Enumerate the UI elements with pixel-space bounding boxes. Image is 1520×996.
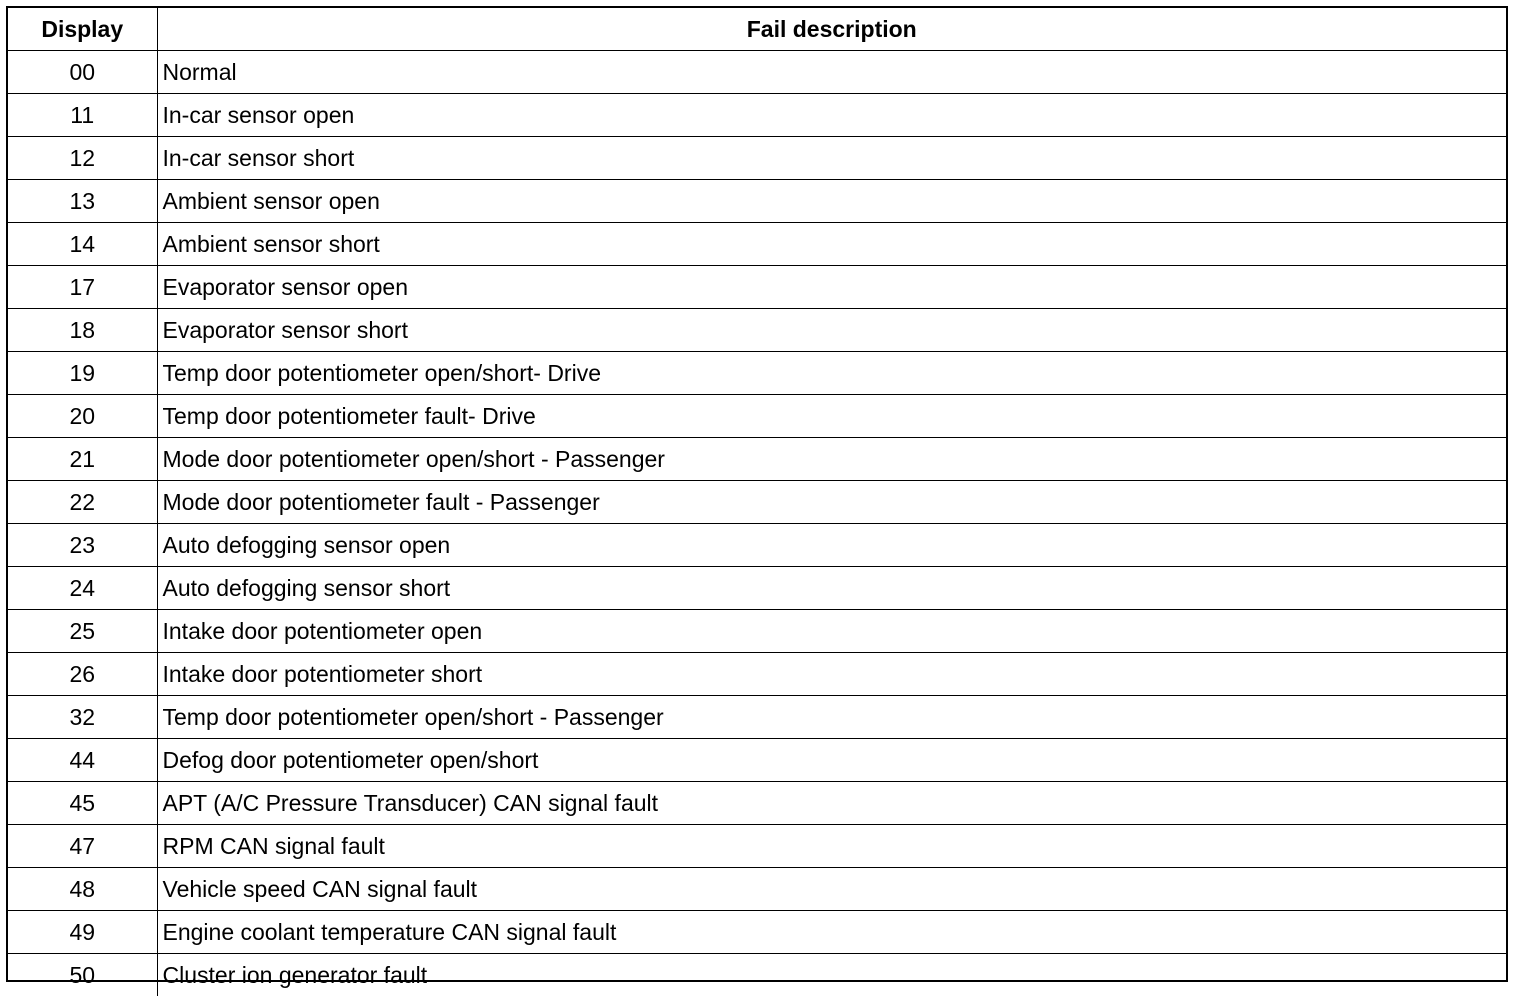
fail-description-cell: Ambient sensor open [157,180,1506,223]
table-row [8,911,1506,954]
table-row [8,610,1506,653]
fail-description-cell: Temp door potentiometer open/short - Passenger [157,696,1506,739]
fail-description-cell: Auto defogging sensor open [157,524,1506,567]
display-code-cell: 45 [8,782,157,825]
display-code-cell: 00 [8,51,157,94]
table-row [8,180,1506,223]
fail-description-cell: Evaporator sensor open [157,266,1506,309]
table-row [8,438,1506,481]
display-code-cell: 44 [8,739,157,782]
fail-description-cell: Vehicle speed CAN signal fault [157,868,1506,911]
display-code-cell: 14 [8,223,157,266]
fail-description-cell: Normal [157,51,1506,94]
display-code-cell: 20 [8,395,157,438]
fail-description-cell: Cluster ion generator fault [157,954,1506,996]
fail-description-cell: Mode door potentiometer open/short - Passenger [157,438,1506,481]
display-code-cell: 13 [8,180,157,223]
display-code-cell: 18 [8,309,157,352]
display-code-cell: 26 [8,653,157,696]
table-row [8,524,1506,567]
table-row [8,954,1506,996]
table-row [8,825,1506,868]
table-row [8,51,1506,94]
fail-description-cell: In-car sensor short [157,137,1506,180]
table-row [8,567,1506,610]
table-body [8,51,1506,996]
display-code-cell: 49 [8,911,157,954]
fail-description-cell: Intake door potentiometer open [157,610,1506,653]
table-row [8,653,1506,696]
display-code-cell: 21 [8,438,157,481]
display-code-cell: 17 [8,266,157,309]
table-row [8,266,1506,309]
table-row [8,352,1506,395]
display-code-cell: 50 [8,954,157,996]
display-code-cell: 32 [8,696,157,739]
header-fail-description: Fail description [157,8,1506,51]
fail-description-cell: APT (A/C Pressure Transducer) CAN signal fault [157,782,1506,825]
display-code-cell: 19 [8,352,157,395]
fail-description-cell: RPM CAN signal fault [157,825,1506,868]
table-row [8,94,1506,137]
display-code-cell: 24 [8,567,157,610]
display-code-cell: 11 [8,94,157,137]
display-code-cell: 12 [8,137,157,180]
display-code-cell: 48 [8,868,157,911]
table-header-row [8,8,1506,51]
table-row [8,868,1506,911]
display-code-cell: 23 [8,524,157,567]
display-code-cell: 22 [8,481,157,524]
fail-description-cell: Intake door potentiometer short [157,653,1506,696]
fail-description-cell: Auto defogging sensor short [157,567,1506,610]
header-display: Display [8,8,157,51]
fail-description-cell: Ambient sensor short [157,223,1506,266]
table-row [8,223,1506,266]
table-row [8,395,1506,438]
fail-description-cell: Mode door potentiometer fault - Passenger [157,481,1506,524]
table-row [8,782,1506,825]
fail-description-cell: Temp door potentiometer fault- Drive [157,395,1506,438]
fail-description-cell: In-car sensor open [157,94,1506,137]
table-row [8,481,1506,524]
fail-description-cell: Evaporator sensor short [157,309,1506,352]
display-code-cell: 47 [8,825,157,868]
display-code-cell: 25 [8,610,157,653]
table-row [8,739,1506,782]
table-row [8,309,1506,352]
table-row [8,696,1506,739]
table-row [8,137,1506,180]
fail-description-cell: Engine coolant temperature CAN signal fault [157,911,1506,954]
fail-description-cell: Temp door potentiometer open/short- Drive [157,352,1506,395]
fail-description-cell: Defog door potentiometer open/short [157,739,1506,782]
fail-code-table-container [6,6,1508,982]
fail-code-table [8,8,1506,996]
